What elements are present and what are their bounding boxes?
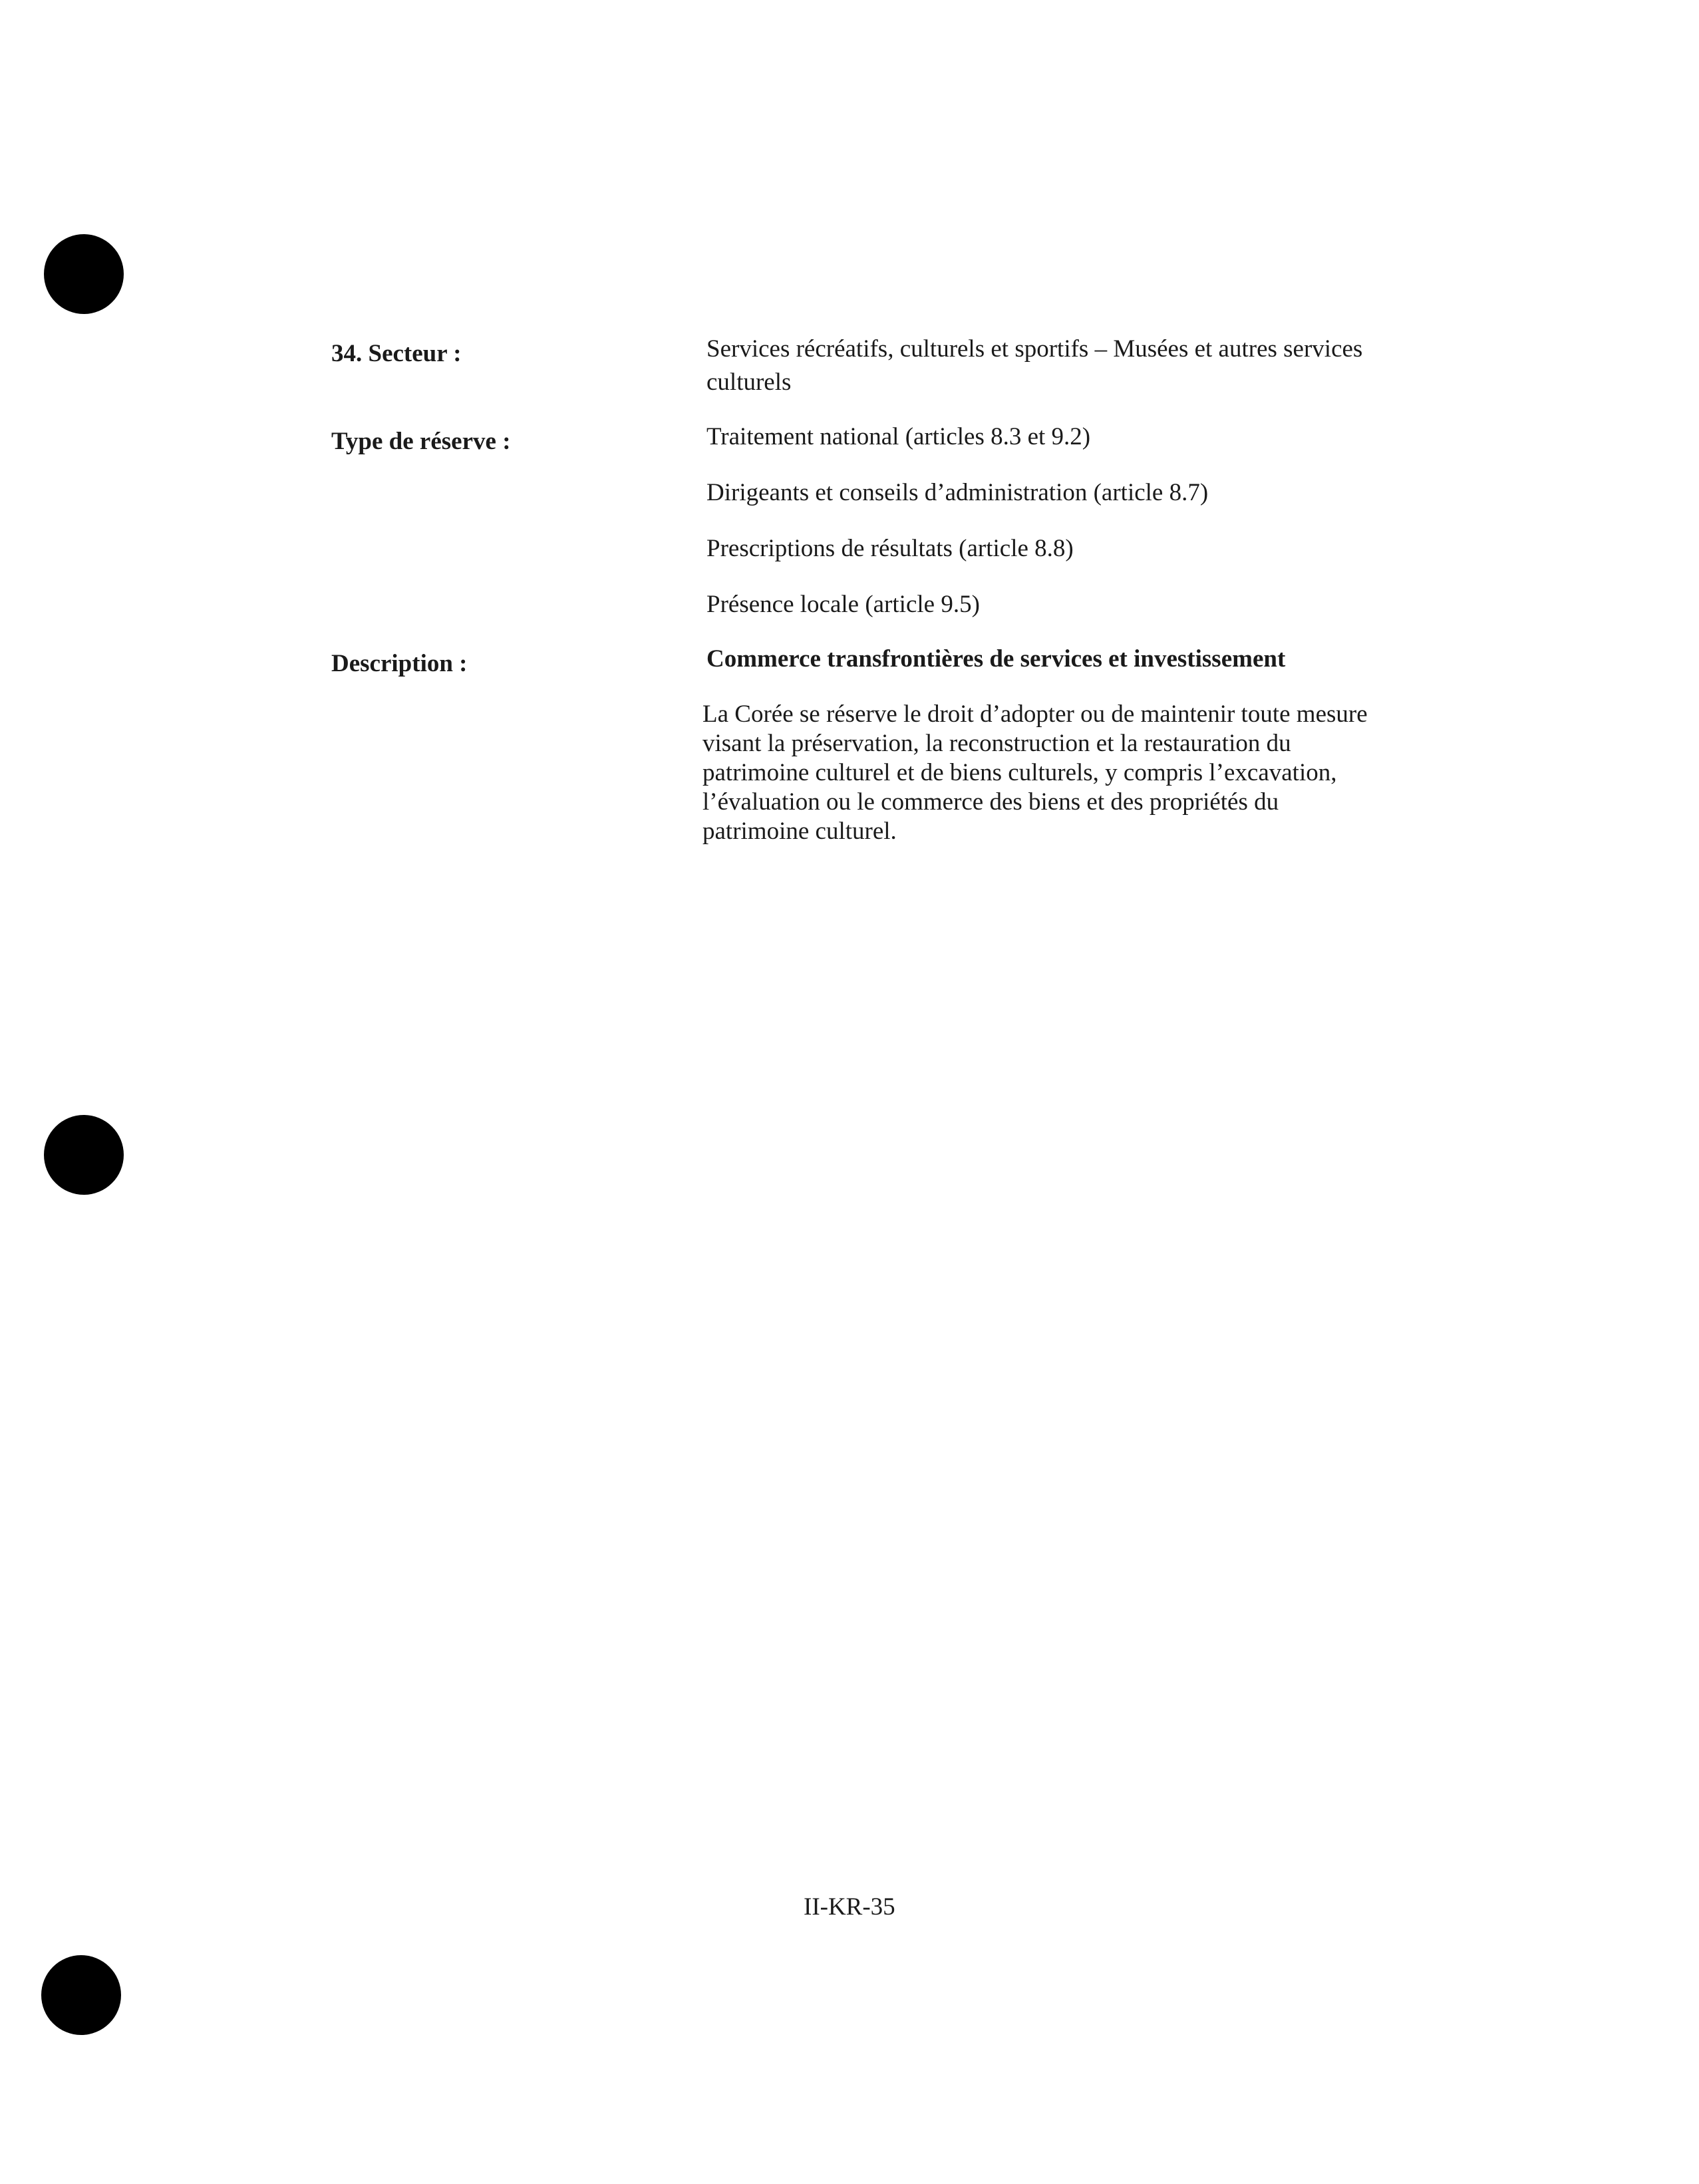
- binder-punch-hole: [44, 234, 124, 314]
- reservation-type-item: Dirigeants et conseils d’administration (article 8.7): [706, 479, 1209, 506]
- description-text: La Corée se réserve le droit d’adopter ou de maintenir toute mesure visant la préservation, la reconstruction et la restauration du patrimoine culturel et de biens culturels, y compris l’excavation, l’évaluation ou le commerce des biens et des propriétés du patrimoine culturel.: [702, 701, 1368, 845]
- binder-punch-hole: [41, 1955, 121, 2035]
- sector-label: 34. Secteur :: [331, 340, 462, 367]
- description-label: Description :: [331, 650, 468, 677]
- reservation-type-item: Prescriptions de résultats (article 8.8): [706, 535, 1074, 562]
- binder-punch-hole: [44, 1115, 124, 1195]
- description-heading: Commerce transfrontières de services et investissement: [706, 645, 1286, 673]
- sector-value: Services récréatifs, culturels et sportifs – Musées et autres services culturels: [706, 335, 1363, 396]
- reservation-type-item: Présence locale (article 9.5): [706, 591, 980, 618]
- reservation-type-label: Type de réserve :: [331, 428, 511, 455]
- page-number: II-KR-35: [804, 1893, 895, 1921]
- reservation-type-item: Traitement national (articles 8.3 et 9.2): [706, 423, 1091, 450]
